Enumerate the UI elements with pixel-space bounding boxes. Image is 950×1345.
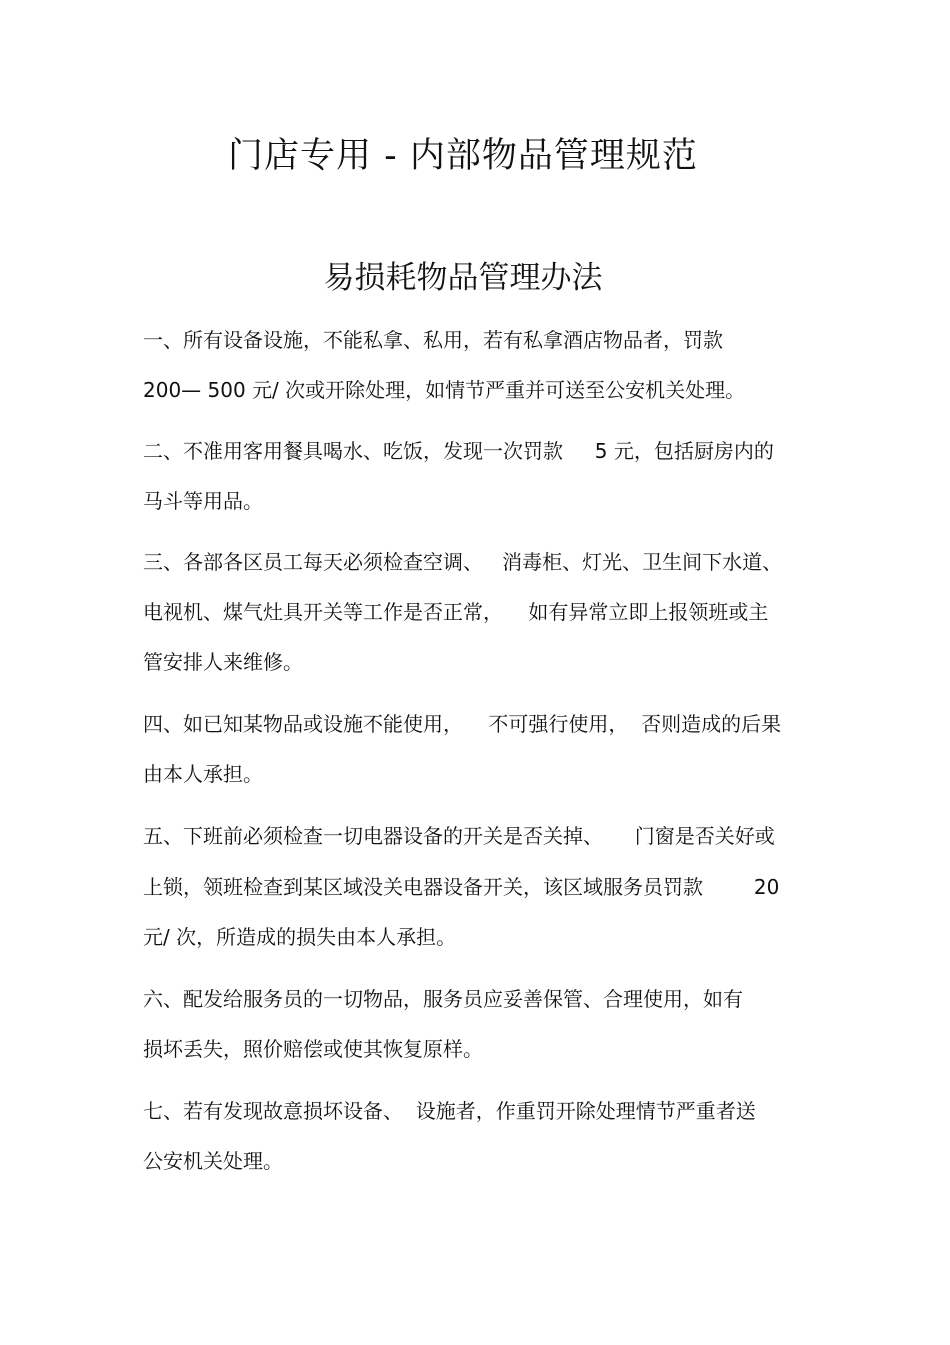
document-title: 门店专用 - 内部物品管理规范: [228, 136, 698, 176]
rule-5-line-1: 五、下班前必须检查一切电器设备的开关是否关掉、 门窗是否关好或: [143, 824, 775, 848]
section-title: 易损耗物品管理办法: [323, 260, 603, 296]
rule-3-line-3: 管安排人来维修。: [143, 650, 303, 674]
rule-1-line-1: 一、所有设备设施，不能私拿、私用，若有私拿酒店物品者，罚款: [143, 328, 723, 352]
rule-2-line-1: 二、不准用客用餐具喝水、吃饭，发现一次罚款 5 元，包括厨房内的: [143, 439, 774, 463]
rule-6-line-2: 损坏丢失，照价赔偿或使其恢复原样。: [143, 1037, 483, 1061]
rule-7-line-1: 七、若有发现故意损坏设备、 设施者，作重罚开除处理情节严重者送: [143, 1099, 756, 1123]
rule-1-line-2: 200— 500 元/ 次或开除处理，如情节严重并可送至公安机关处理。: [143, 378, 746, 402]
rule-2-line-2: 马斗等用品。: [143, 489, 263, 513]
rule-3-line-2: 电视机、煤气灶具开关等工作是否正常， 如有异常立即上报领班或主: [143, 600, 769, 624]
rule-3-line-1: 三、各部各区员工每天必须检查空调、 消毒柜、灯光、卫生间下水道、: [143, 550, 783, 574]
rule-4-line-2: 由本人承担。: [143, 762, 263, 786]
rule-4-line-1: 四、如已知某物品或设施不能使用， 不可强行使用， 否则造成的后果: [143, 712, 782, 736]
rule-5-line-2: 上锁，领班检查到某区域没关电器设备开关，该区域服务员罚款 20: [143, 875, 780, 899]
rule-7-line-2: 公安机关处理。: [143, 1149, 283, 1173]
rule-6-line-1: 六、配发给服务员的一切物品，服务员应妥善保管、合理使用，如有: [143, 987, 743, 1011]
rule-5-line-3: 元/ 次，所造成的损失由本人承担。: [143, 925, 457, 949]
